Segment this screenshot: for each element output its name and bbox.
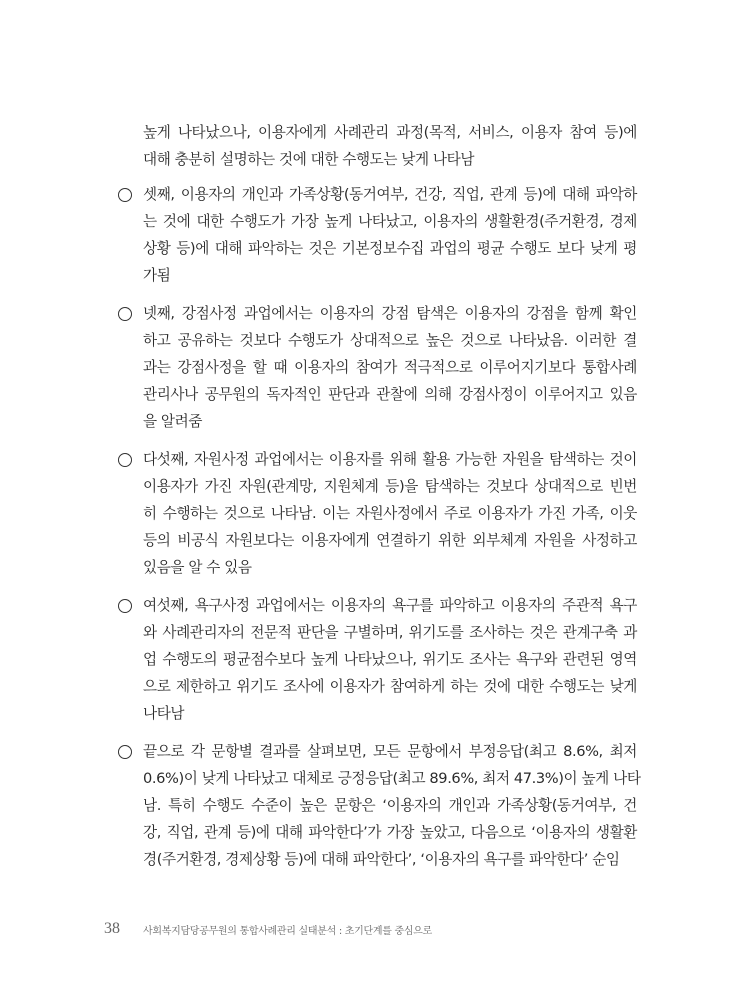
text-line: 셋째, 이용자의 개인과 가족상황(동거여부, 건강, 직업, 관계 등)에 대해 파악하 (143, 186, 637, 203)
text-line: 과는 강점사정을 할 때 이용자의 참여가 적극적으로 이루어지기보다 통합사례 (143, 359, 637, 376)
text-line: 남. 특히 수행도 수준이 높은 문항은 ‘이용자의 개인과 가족상황(동거여부, 건 (143, 797, 637, 814)
text-line: 여섯째, 욕구사정 과업에서는 이용자의 욕구를 파악하고 이용자의 주관적 욕구 (143, 597, 637, 614)
text-line: 히 수행하는 것으로 나타남. 이는 자원사정에서 주로 이용자가 가진 가족, 이웃 (143, 505, 637, 522)
bullet-circle-icon (118, 188, 132, 202)
text-line: 이용자가 가진 자원(관계망, 지원체계 등)을 탐색하는 것보다 상대적으로 빈번 (143, 478, 637, 495)
text-line: 0.6%)이 낮게 나타났고 대체로 긍정응답(최고 89.6%, 최저 47.3%)이 높게 나타 (143, 770, 641, 787)
text-line: 경(주거환경, 경제상황 등)에 대해 파악한다’, ‘이용자의 욕구를 파악한다’ 순임 (143, 851, 620, 868)
text-line: 관리사나 공무원의 독자적인 판단과 관찰에 의해 강점사정이 이루어지고 있음 (143, 386, 637, 403)
text-line: 넷째, 강점사정 과업에서는 이용자의 강점 탐색은 이용자의 강점을 함께 확인 (143, 305, 637, 322)
text-line: 와 사례관리자의 전문적 판단을 구별하며, 위기도를 조사하는 것은 관계구축 과 (143, 624, 637, 641)
text-line: 다섯째, 자원사정 과업에서는 이용자를 위해 활용 가능한 자원을 탐색하는 것이 (143, 451, 637, 468)
running-footer-title: 사회복지담당공무원의 통합사례관리 실태분석 : 초기단계를 중심으로 (143, 926, 432, 937)
bullet-circle-icon (118, 453, 132, 467)
text-line: 하고 공유하는 것보다 수행도가 상대적으로 높은 것으로 나타났음. 이러한 결 (143, 332, 637, 349)
text-line: 으로 제한하고 위기도 조사에 이용자가 참여하게 하는 것에 대한 수행도는 낮게 (143, 678, 637, 695)
page-number: 38 (104, 920, 120, 937)
text-line: 대해 충분히 설명하는 것에 대한 수행도는 낮게 나타남 (143, 151, 475, 168)
text-line: 상황 등)에 대해 파악하는 것은 기본정보수집 과업의 평균 수행도 보다 낮게 평 (143, 240, 637, 257)
text-line: 가됨 (143, 267, 171, 284)
text-line: 높게 나타났으나, 이용자에게 사례관리 과정(목적, 서비스, 이용자 참여 등)에 (143, 124, 637, 141)
text-line: 있음을 알 수 있음 (143, 559, 252, 576)
bullet-circle-icon (118, 599, 132, 613)
text-line: 을 알려줌 (143, 413, 203, 430)
bullet-circle-icon (118, 307, 132, 321)
bullet-circle-icon (118, 745, 132, 759)
text-line: 업 수행도의 평균점수보다 높게 나타났으나, 위기도 조사는 욕구와 관련된 영역 (143, 651, 637, 668)
text-line: 등의 비공식 자원보다는 이용자에게 연결하기 위한 외부체계 자원을 사정하고 (143, 532, 637, 549)
text-line: 나타남 (143, 705, 185, 722)
text-line: 는 것에 대한 수행도가 가장 높게 나타났고, 이용자의 생활환경(주거환경, 경제 (143, 213, 637, 230)
text-line: 끝으로 각 문항별 결과를 살펴보면, 모든 문항에서 부정응답(최고 8.6%, 최저 (143, 743, 637, 760)
text-line: 강, 직업, 관계 등)에 대해 파악한다’가 가장 높았고, 다음으로 ‘이용자의 생활환 (143, 824, 637, 841)
